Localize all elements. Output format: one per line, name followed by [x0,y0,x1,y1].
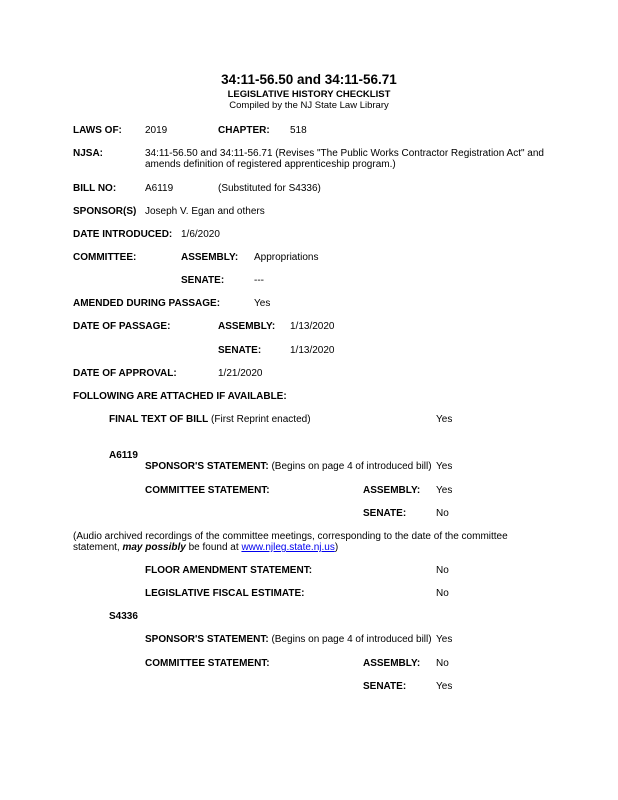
a6119-senate-label: SENATE: [363,508,407,519]
s4336-senate-value: Yes [436,681,453,692]
passage-assembly-label: ASSEMBLY: [218,321,276,332]
floor-amendment-value: No [436,565,449,576]
final-text-label: FINAL TEXT OF BILL [109,414,209,425]
final-text-row [109,414,311,426]
chapter-value: 518 [290,125,307,136]
audio-pre: statement, [73,542,123,553]
a6119-sponsor-label: SPONSOR'S STATEMENT: [145,461,269,472]
a6119-sponsor-value: Yes [436,461,453,472]
a6119-label: A6119 [109,450,138,461]
chapter-label: CHAPTER: [218,125,270,136]
a6119-senate-value: No [436,508,449,519]
s4336-committee-label: COMMITTEE STATEMENT: [145,658,270,669]
committee-label: COMMITTEE: [73,252,137,263]
audio-mid: be found at [185,542,242,553]
s4336-sponsor-row [145,634,432,646]
final-text-note: (First Reprint enacted) [211,414,311,425]
amended-label: AMENDED DURING PASSAGE: [73,298,221,309]
s4336-senate-label: SENATE: [363,681,407,692]
audio-post: ) [334,542,339,553]
bill-no-label: BILL NO: [73,183,117,194]
a6119-committee-label: COMMITTEE STATEMENT: [145,485,270,496]
s4336-assembly-value: No [436,658,449,669]
a6119-assembly-label: ASSEMBLY: [363,485,421,496]
passage-senate-label: SENATE: [218,345,262,356]
a6119-sponsor-row [145,461,432,473]
bill-no-note: (Substituted for S4336) [218,183,321,194]
s4336-sponsor-label: SPONSOR'S STATEMENT: [145,634,269,645]
s4336-assembly-label: ASSEMBLY: [363,658,421,669]
s4336-sponsor-value: Yes [436,634,453,645]
committee-assembly-label: ASSEMBLY: [181,252,239,263]
a6119-assembly-value: Yes [436,485,453,496]
audio-emphasis: may possibly [122,542,186,553]
committee-senate-value: --- [254,275,264,286]
bill-no-value: A6119 [145,183,174,194]
audio-note-line-2 [73,542,338,554]
njsa-line-1: 34:11-56.50 and 34:11-56.71 (Revises "The Public Works Contractor Registration Act" and [145,148,544,159]
page-subtitle: LEGISLATIVE HISTORY CHECKLIST [227,89,391,100]
date-introduced-label: DATE INTRODUCED: [73,229,173,240]
fiscal-estimate-value: No [436,588,449,599]
passage-senate-value: 1/13/2020 [290,345,335,356]
fiscal-estimate-label: LEGISLATIVE FISCAL ESTIMATE: [145,588,305,599]
floor-amendment-label: FLOOR AMENDMENT STATEMENT: [145,565,313,576]
following-heading: FOLLOWING ARE ATTACHED IF AVAILABLE: [73,391,287,402]
amended-value: Yes [254,298,271,309]
approval-value: 1/21/2020 [218,368,263,379]
committee-assembly-value: Appropriations [254,252,319,263]
sponsor-value: Joseph V. Egan and others [145,206,265,217]
compiled-by: Compiled by the NJ State Law Library [229,100,389,111]
passage-assembly-value: 1/13/2020 [290,321,335,332]
njsa-line-2: amends definition of registered apprenticeship program.) [145,159,396,170]
s4336-sponsor-note: (Begins on page 4 of introduced bill) [271,634,432,645]
page-title: 34:11-56.50 and 34:11-56.71 [221,72,397,87]
njleg-link[interactable]: www.njleg.state.nj.us [241,542,335,553]
passage-label: DATE OF PASSAGE: [73,321,171,332]
s4336-label: S4336 [109,611,138,622]
final-text-value: Yes [436,414,453,425]
sponsor-label: SPONSOR(S) [73,206,137,217]
date-introduced-value: 1/6/2020 [181,229,220,240]
committee-senate-label: SENATE: [181,275,225,286]
laws-of-label: LAWS OF: [73,125,122,136]
laws-of-year: 2019 [145,125,168,136]
audio-note-line-1: (Audio archived recordings of the committee meetings, corresponding to the date of the committee [73,531,508,542]
njsa-label: NJSA: [73,148,104,159]
a6119-sponsor-note: (Begins on page 4 of introduced bill) [271,461,432,472]
approval-label: DATE OF APPROVAL: [73,368,177,379]
